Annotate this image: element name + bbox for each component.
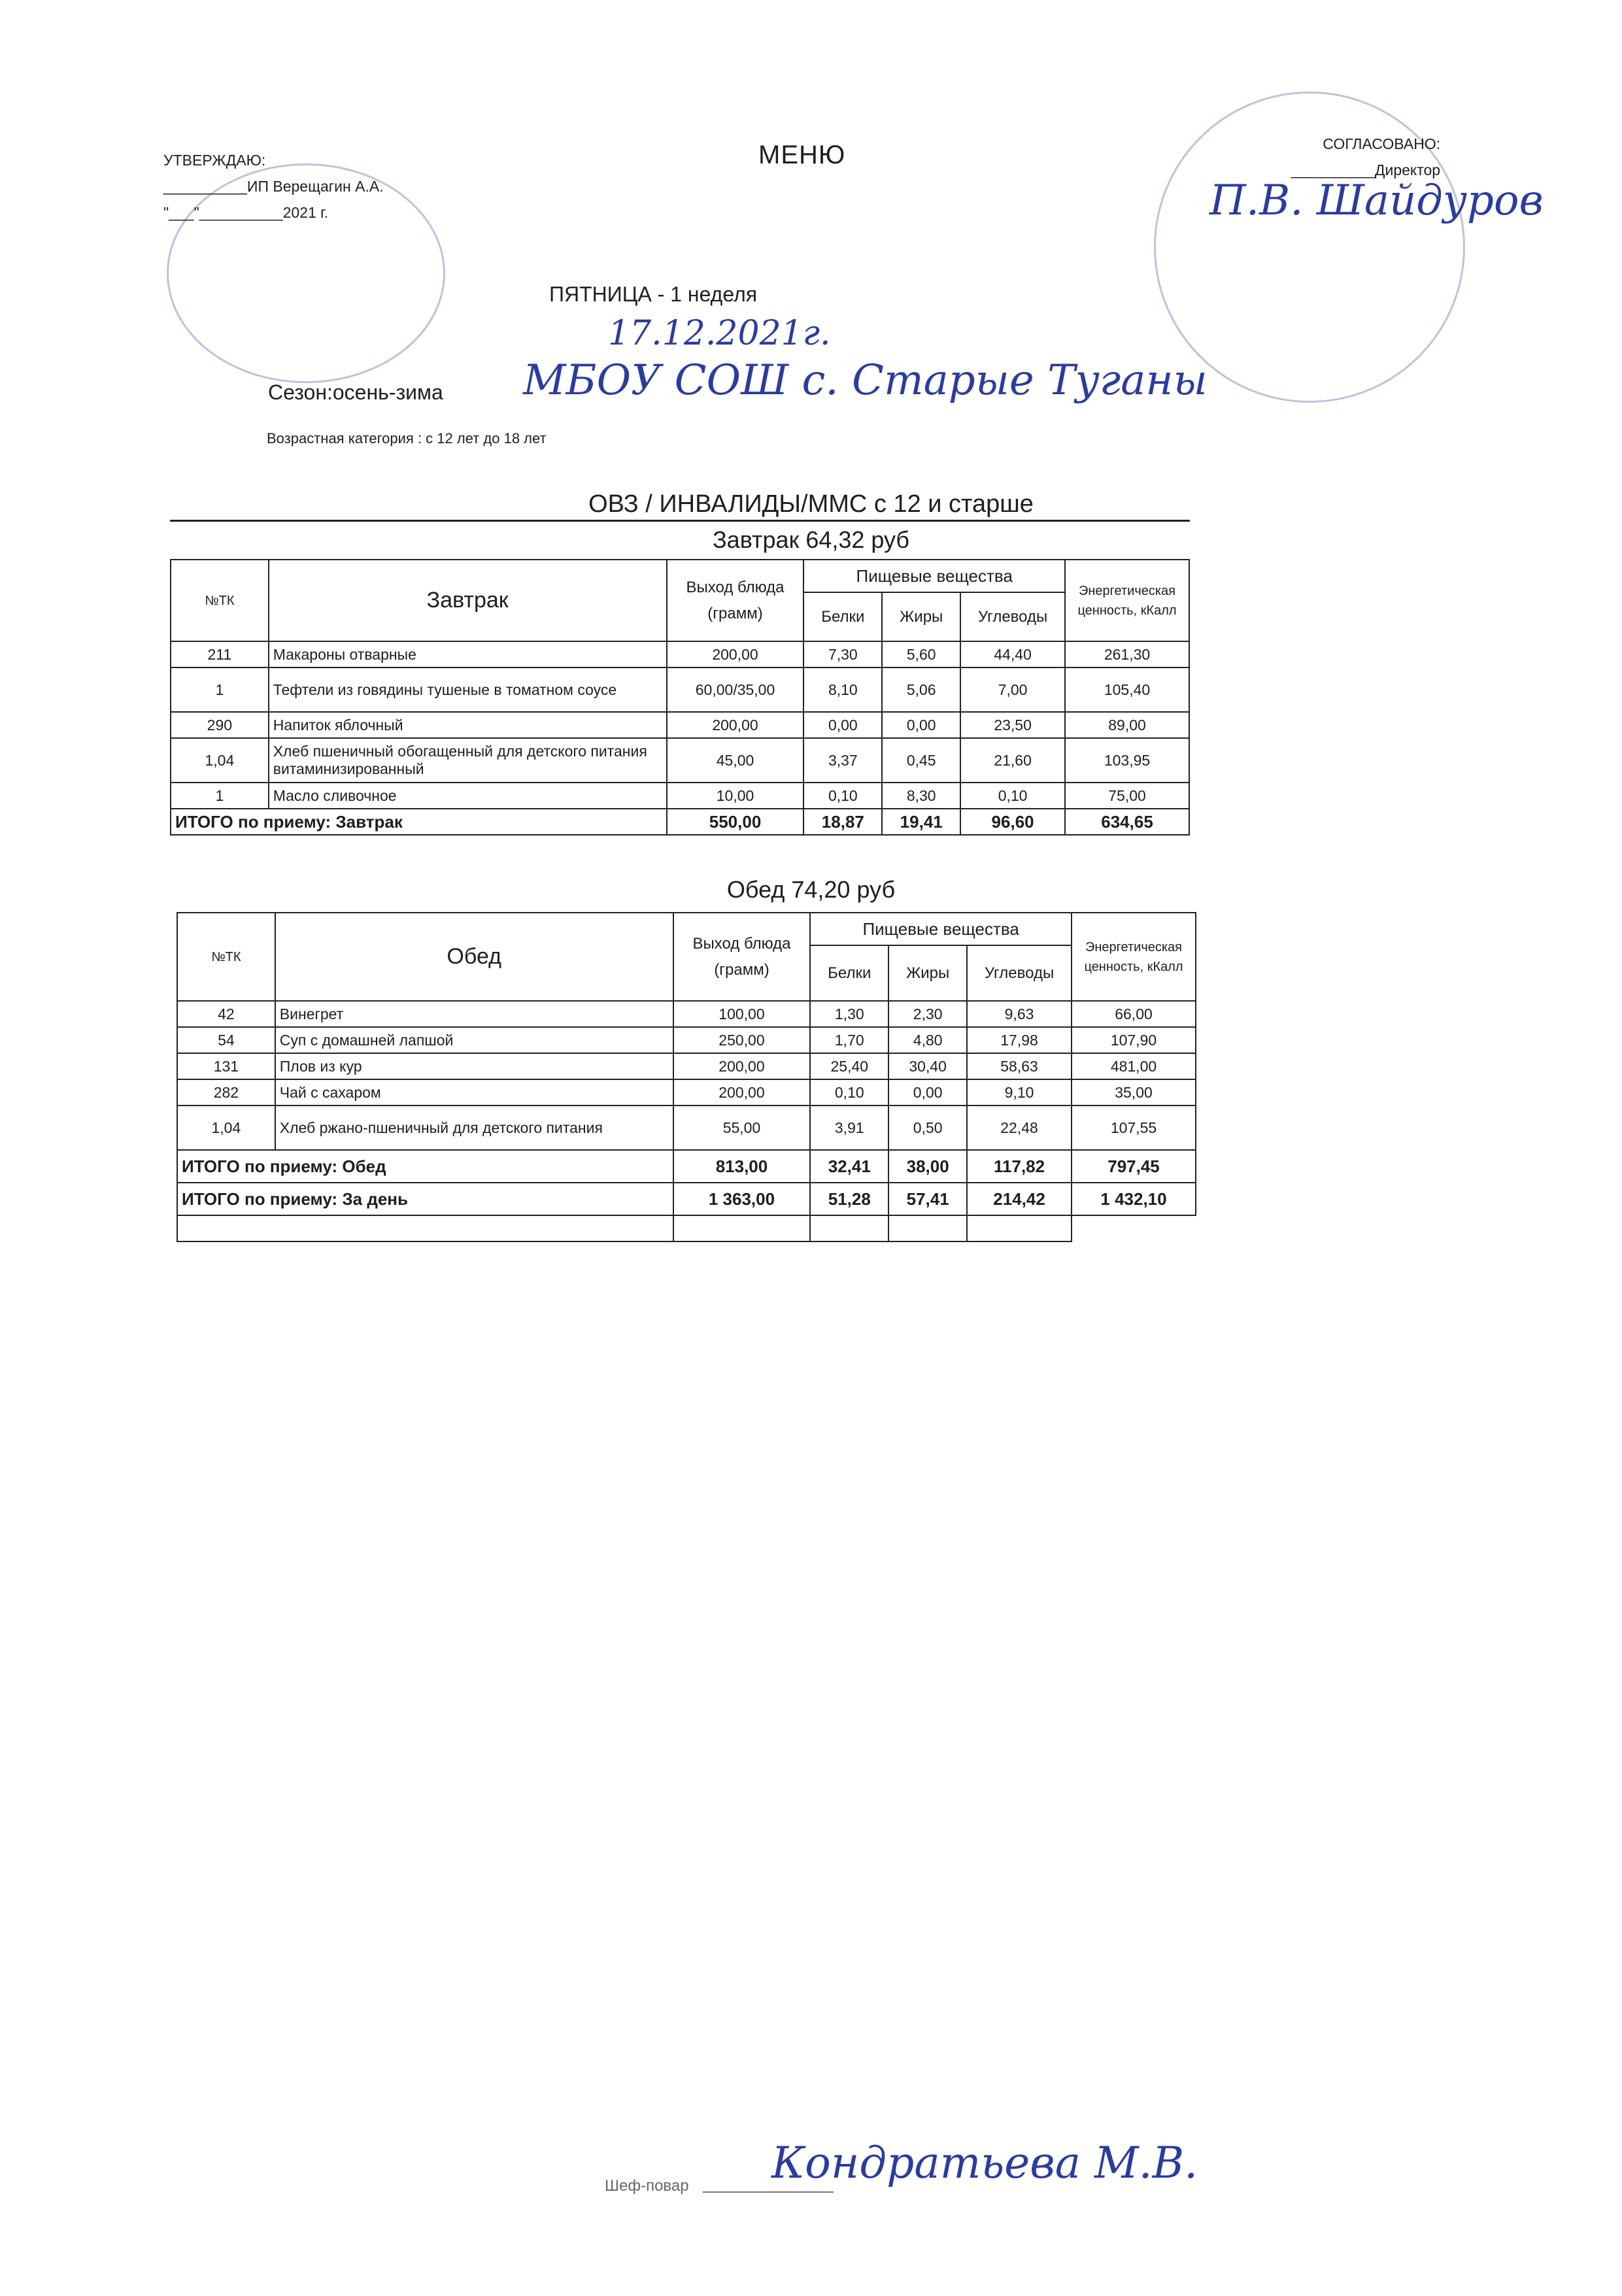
agree-role: __________Директор [1291, 161, 1441, 178]
approve-date: "___"__________2021 г. [163, 204, 329, 221]
lunch-caption: Обед 74,20 руб [726, 876, 896, 903]
total-fat: 19,41 [882, 809, 960, 835]
fat-cell: 0,00 [882, 712, 960, 738]
table-row [171, 738, 1189, 783]
dish-name-cell: Чай с сахаром [275, 1079, 673, 1106]
table-row [177, 1106, 1196, 1150]
total-carbs: 117,82 [967, 1150, 1072, 1183]
table-row [177, 1001, 1196, 1027]
total-fat: 38,00 [888, 1150, 967, 1183]
lunch-table [177, 912, 1196, 1242]
protein-cell: 3,37 [803, 738, 882, 783]
carbs-cell: 7,00 [960, 667, 1065, 712]
energy-cell: 75,00 [1065, 783, 1189, 809]
dish-name-cell: Хлеб пшеничный обогащенный для детского питания витаминизированный [269, 738, 667, 783]
protein-cell: 0,10 [810, 1079, 888, 1106]
chef-signature: Кондратьева М.В. [771, 2138, 1198, 2188]
energy-cell: 261,30 [1065, 641, 1189, 667]
tk-cell: 1 [171, 667, 269, 712]
dish-name-cell: Хлеб ржано-пшеничный для детского питания [275, 1106, 673, 1150]
output-cell: 200,00 [673, 1079, 811, 1106]
protein-cell: 25,40 [810, 1053, 888, 1079]
output-cell: 200,00 [667, 712, 804, 738]
title-rule [170, 520, 1190, 522]
protein-cell: 1,30 [810, 1001, 888, 1027]
dish-name-cell: Макароны отварные [269, 641, 667, 667]
total-energy: 797,45 [1072, 1150, 1196, 1183]
fat-cell: 0,50 [888, 1106, 967, 1150]
carbs-cell: 44,40 [960, 641, 1065, 667]
empty-row [177, 1215, 1196, 1241]
fat-cell: 30,40 [888, 1053, 967, 1079]
breakfast-total-row [171, 809, 1189, 835]
col-carbs: Углеводы [960, 592, 1065, 641]
energy-cell: 103,95 [1065, 738, 1189, 783]
energy-cell: 107,55 [1072, 1106, 1196, 1150]
day-week: ПЯТНИЦА - 1 неделя [549, 282, 758, 306]
dish-name-cell: Винегрет [275, 1001, 673, 1027]
menu-title: МЕНЮ [758, 141, 846, 169]
total-protein: 32,41 [810, 1150, 888, 1183]
tk-cell: 1,04 [177, 1106, 275, 1150]
fat-cell: 5,60 [882, 641, 960, 667]
output-cell: 55,00 [673, 1106, 811, 1150]
col-energy: Энергетическая ценность, кКалл [1065, 560, 1189, 641]
output-cell: 60,00/35,00 [667, 667, 804, 712]
carbs-cell: 9,10 [967, 1079, 1072, 1106]
energy-cell: 66,00 [1072, 1001, 1196, 1027]
breakfast-rows [171, 641, 1189, 809]
day-total-carbs: 214,42 [967, 1183, 1072, 1215]
agree-block [1291, 131, 1440, 183]
protein-cell: 1,70 [810, 1027, 888, 1053]
day-total-fat: 57,41 [888, 1183, 967, 1215]
tk-cell: 211 [171, 641, 269, 667]
breakfast-caption: Завтрак 64,32 руб [712, 526, 910, 553]
col-protein: Белки [810, 945, 888, 1001]
table-row [177, 1079, 1196, 1106]
carbs-cell: 22,48 [967, 1106, 1072, 1150]
lunch-total-row [177, 1150, 1196, 1183]
col-dish: Завтрак [269, 560, 667, 641]
handwritten-date: 17.12.2021г. [608, 314, 831, 353]
energy-cell: 89,00 [1065, 712, 1189, 738]
tk-cell: 1,04 [171, 738, 269, 783]
fat-cell: 0,00 [888, 1079, 967, 1106]
chef-signature-line [703, 2191, 834, 2193]
col-output: Выход блюда (грамм) [673, 913, 811, 1001]
group-title: ОВЗ / ИНВАЛИДЫ/ММС с 12 и старше [588, 490, 1034, 518]
handwritten-school: МБОУ СОШ с. Старые Туганы [523, 356, 1208, 405]
table-row [171, 783, 1189, 809]
col-protein: Белки [803, 592, 882, 641]
tk-cell: 54 [177, 1027, 275, 1053]
tk-cell: 42 [177, 1001, 275, 1027]
energy-cell: 35,00 [1072, 1079, 1196, 1106]
energy-cell: 105,40 [1065, 667, 1189, 712]
output-cell: 200,00 [673, 1053, 811, 1079]
col-tk: №ТК [171, 560, 269, 641]
season: Сезон:осень-зима [268, 380, 443, 404]
dish-name-cell: Тефтели из говядины тушеные в томатном соусе [269, 667, 667, 712]
carbs-cell: 9,63 [967, 1001, 1072, 1027]
dish-name-cell: Масло сливочное [269, 783, 667, 809]
carbs-cell: 23,50 [960, 712, 1065, 738]
breakfast-table [170, 559, 1190, 836]
day-total-label: ИТОГО по приему: За день [177, 1183, 673, 1215]
protein-cell: 7,30 [803, 641, 882, 667]
carbs-cell: 17,98 [967, 1027, 1072, 1053]
dish-name-cell: Суп с домашней лапшой [275, 1027, 673, 1053]
table-row [171, 712, 1189, 738]
col-fat: Жиры [882, 592, 960, 641]
output-cell: 250,00 [673, 1027, 811, 1053]
col-tk: №ТК [177, 913, 275, 1001]
tk-cell: 290 [171, 712, 269, 738]
col-output: Выход блюда (грамм) [667, 560, 804, 641]
output-cell: 45,00 [667, 738, 804, 783]
table-row [171, 641, 1189, 667]
carbs-cell: 0,10 [960, 783, 1065, 809]
fat-cell: 8,30 [882, 783, 960, 809]
age-category: Возрастная категория : с 12 лет до 18 лет [267, 430, 547, 447]
tk-cell: 282 [177, 1079, 275, 1106]
lunch-rows [177, 1001, 1196, 1150]
tk-cell: 1 [171, 783, 269, 809]
col-dish: Обед [275, 913, 673, 1001]
dish-name-cell: Плов из кур [275, 1053, 673, 1079]
fat-cell: 0,45 [882, 738, 960, 783]
col-nutrients: Пищевые вещества [803, 560, 1065, 592]
table-row [177, 1027, 1196, 1053]
col-carbs: Углеводы [967, 945, 1072, 1001]
output-cell: 100,00 [673, 1001, 811, 1027]
dish-name-cell: Напиток яблочный [269, 712, 667, 738]
table-row [171, 667, 1189, 712]
energy-cell: 107,90 [1072, 1027, 1196, 1053]
total-label: ИТОГО по приему: Обед [177, 1150, 673, 1183]
carbs-cell: 21,60 [960, 738, 1065, 783]
table-row [177, 1053, 1196, 1079]
fat-cell: 4,80 [888, 1027, 967, 1053]
chef-label: Шеф-повар [605, 2177, 689, 2195]
day-total-output: 1 363,00 [673, 1183, 811, 1215]
energy-cell: 481,00 [1072, 1053, 1196, 1079]
approve-title: УТВЕРЖДАЮ: [163, 152, 266, 169]
fat-cell: 2,30 [888, 1001, 967, 1027]
total-carbs: 96,60 [960, 809, 1065, 835]
output-cell: 200,00 [667, 641, 804, 667]
director-signature: П.В. Шайдуров [1209, 177, 1544, 225]
tk-cell: 131 [177, 1053, 275, 1079]
total-protein: 18,87 [803, 809, 882, 835]
total-label: ИТОГО по приему: Завтрак [171, 809, 667, 835]
col-fat: Жиры [888, 945, 967, 1001]
approval-block [163, 147, 384, 226]
total-output: 813,00 [673, 1150, 811, 1183]
protein-cell: 0,00 [803, 712, 882, 738]
total-energy: 634,65 [1065, 809, 1189, 835]
output-cell: 10,00 [667, 783, 804, 809]
carbs-cell: 58,63 [967, 1053, 1072, 1079]
total-output: 550,00 [667, 809, 804, 835]
protein-cell: 0,10 [803, 783, 882, 809]
day-total-protein: 51,28 [810, 1183, 888, 1215]
day-total-row [177, 1183, 1196, 1215]
col-nutrients: Пищевые вещества [810, 913, 1072, 945]
protein-cell: 8,10 [803, 667, 882, 712]
day-total-energy: 1 432,10 [1072, 1183, 1196, 1215]
col-energy: Энергетическая ценность, кКалл [1072, 913, 1196, 1001]
approve-name: __________ИП Верещагин А.А. [163, 178, 384, 195]
fat-cell: 5,06 [882, 667, 960, 712]
agree-title: СОГЛАСОВАНО: [1323, 135, 1441, 152]
protein-cell: 3,91 [810, 1106, 888, 1150]
